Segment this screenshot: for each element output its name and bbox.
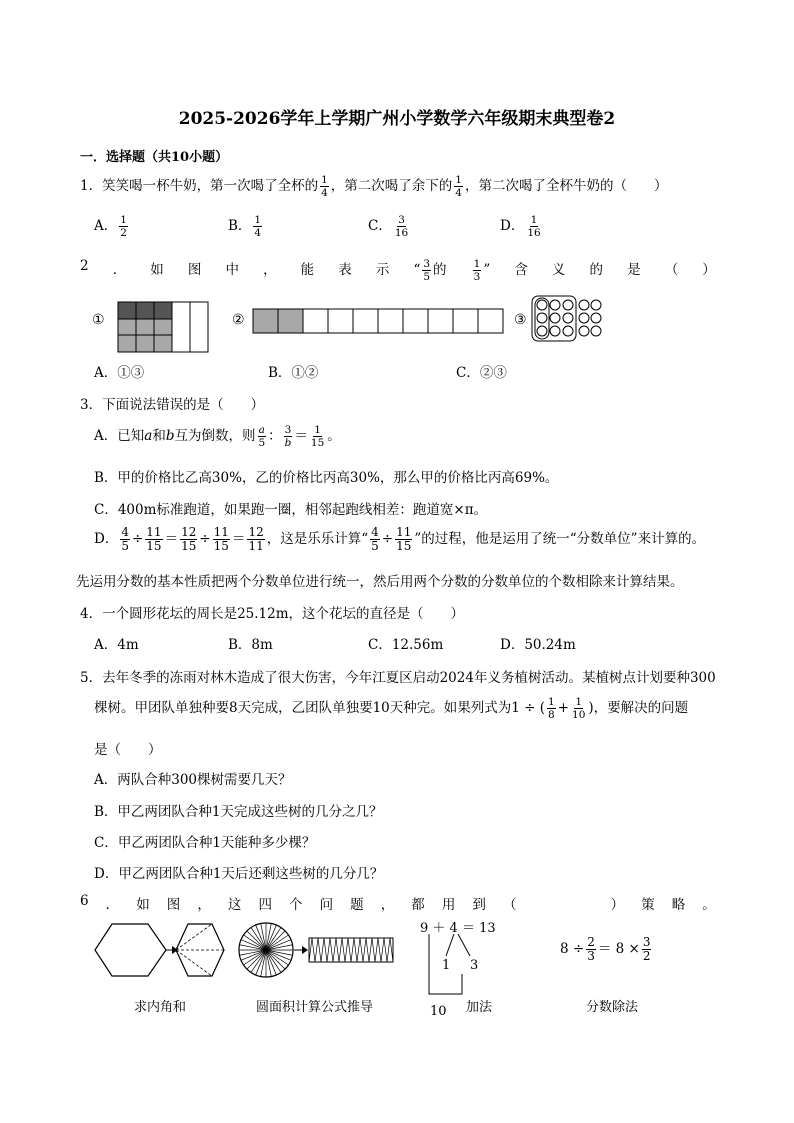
addition-sum-10: 10 [430,1004,447,1019]
question-4-stem: 4．一个圆形花坛的周长是25.12m，这个花坛的直径是（ ） [80,606,465,622]
q2-option-c[interactable]: C．②③ [456,365,507,381]
question-5-line-1: 5．去年冬季的冻雨对林木造成了很大伤害，今年江夏区启动2024年义务植树活动。某植树点计划要种300 [80,670,716,686]
q4-option-a[interactable]: A．4m [94,637,139,653]
fig3-label: ③ [514,312,527,328]
q1-option-b[interactable]: B． $\frac{1}{4}$ [228,214,262,239]
addition-split-3: 3 [470,958,479,973]
fig1-label: ① [92,312,105,328]
question-1-stem [80,174,667,199]
section-heading: 一．选择题（共10小题） [80,150,229,165]
q1-option-a[interactable]: A． $\frac{1}{2}$ [94,214,127,239]
q3-option-a[interactable]: A．已知a和b互为倒数，则 $\frac{a}{5}$ ： $\frac{3}{b}$ ＝ $\frac{1}{15}$ 。 [94,424,341,449]
question-3-stem: 3．下面说法错误的是（ ） [80,397,265,413]
q5-option-d[interactable]: D．甲乙两团队合种1天后还剩这些树的几分几？ [94,866,384,882]
q4-option-d[interactable]: D．50.24m [500,637,576,653]
page-title: 2025-2026学年上学期广州小学数学六年级期末典型卷2 [178,109,616,129]
q5-option-b[interactable]: B．甲乙两团队合种1天完成这些树的几分之几？ [94,804,383,820]
figure-3-circles [530,294,602,344]
fraction-division-equation: 8 ÷ $\frac{2}{3}$ ＝ 8 × $\frac{3}{2}$ [560,935,651,963]
addition-split-1: 1 [442,958,451,973]
q3-option-d-continued: 先运用分数的基本性质把两个分数单位进行统一，然后用两个分数的分数单位的个数相除来计算结果。 [76,574,684,590]
question-6-stem: 6 ． 如 图 ， 这 四 个 问 题 ， 都 用 到 （ ） 策 略 。 [80,893,716,913]
q4-option-c[interactable]: C．12.56m [368,637,444,653]
q1-option-d[interactable]: D． $\frac{1}{16}$ [500,214,541,239]
q2-option-b[interactable]: B．①② [268,365,319,381]
q5-option-c[interactable]: C．甲乙两团队合种1天能种多少棵？ [94,835,316,851]
caption-interior-angles: 求内角和 [134,1000,187,1015]
q3-option-d[interactable]: D． $\frac{4}{5}$ ÷ $\frac{11}{15}$ ＝ $\frac{12}{15}$ ÷ $\frac{11}{15}$ ＝ $\frac{12}{11}$ ，这是乐乐计算“ $\frac{4}{5}$ ÷ $\frac{11}{15}$ ”的过程，他是运用了统一“分数单位”来计算的。 [94,525,706,553]
question-5-line-3: 是（ ） [94,742,162,758]
hexagon-figures [92,920,232,980]
q3-option-b[interactable]: B．甲的价格比乙高30%，乙的价格比丙高30%，那么甲的价格比丙高69%。 [94,470,559,486]
q1-text-2: ，第二次喝了余下的 [330,178,453,194]
question-2-stem: 2 ． 如 图 中 ， 能 表 示 “ $\frac{3}{5}$ 的 $\frac{1}{3}$ ” 含 义 的 是 （ ） [80,258,716,283]
fig2-label: ② [232,312,245,328]
circle-area-figures [236,920,396,980]
q1-text-1: 1．笑笑喝一杯牛奶，第一次喝了全杯的 [80,178,319,194]
q4-option-b[interactable]: B．8m [228,637,273,653]
caption-addition: 加法 [466,1000,493,1015]
figure-1-grid [117,301,212,353]
question-5-line-2: 棵树。甲团队单独种要8天完成，乙团队单独要10天种完。如果列式为1 ÷ ( $\frac{1}{8}$ + $\frac{1}{10}$ )，要解决的问题 [94,696,689,721]
q5-option-a[interactable]: A．两队合种300棵树需要几天？ [94,772,292,788]
q3-option-c[interactable]: C．400m标准跑道，如果跑一圈，相邻起跑线相差：跑道宽×π。 [94,502,488,518]
q1-fraction-1: $\frac{1}{4}$ [321,174,328,199]
addition-equation: 9 ＋ 4 ＝ 13 [420,921,496,936]
q1-option-c[interactable]: C． $\frac{3}{16}$ [368,214,409,239]
caption-circle-area: 圆面积计算公式推导 [256,1000,374,1015]
q1-fraction-2: $\frac{1}{4}$ [455,174,462,199]
figure-2-strip [252,308,510,336]
q1-text-3: ，第二次喝了全杯牛奶的（ ） [464,178,668,194]
caption-fraction-division: 分数除法 [586,1000,639,1015]
q2-option-a[interactable]: A．①③ [94,365,145,381]
